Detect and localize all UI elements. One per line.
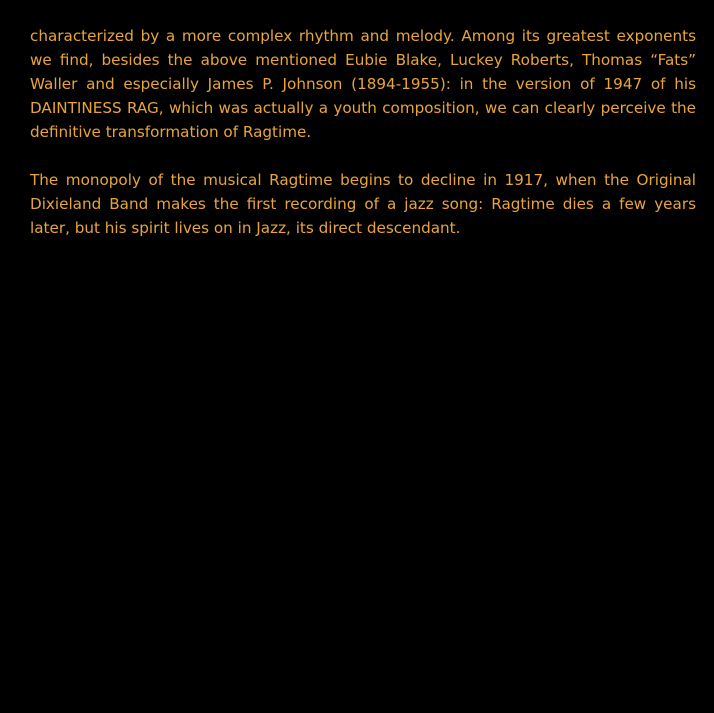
body-paragraph-2: The monopoly of the musical Ragtime begins to decline in 1917, when the Original Dixieland Band makes the first recording of a jazz song: Ragtime dies a few years later, but his spirit lives on in Jazz, its direct descendant. xyxy=(30,171,696,237)
body-paragraph-1: characterized by a more complex rhythm and melody. Among its greatest exponents we find, besides the above mentioned Eubie Blake, Luckey Roberts, Thomas “Fats” Waller and especially James P. Johnson (1894-1955): in the version of 1947 of his DAINTINESS RAG, which was actually a youth composition, we can clearly perceive the definitive transformation of Ragtime. xyxy=(30,27,696,141)
document-page xyxy=(30,24,696,264)
